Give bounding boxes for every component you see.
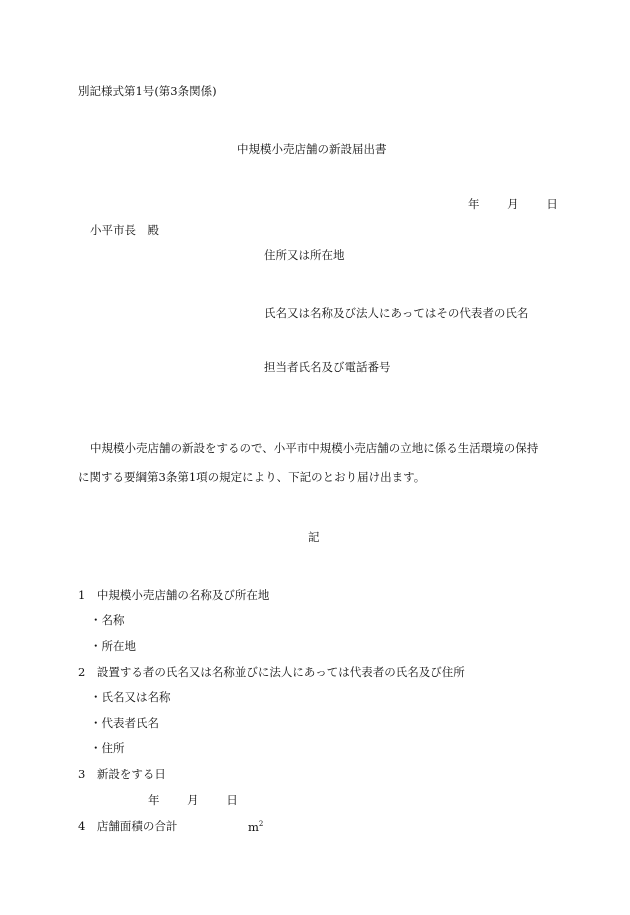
item-4-unit: [248, 821, 263, 834]
form-label: 別記様式第1号(第3条関係): [78, 84, 217, 98]
applicant-contact-label: 担当者氏名及び電話番号: [264, 360, 391, 374]
header-date-month: 月: [507, 197, 519, 211]
ki-heading: 記: [308, 530, 320, 544]
body-text-line-1: 中規模小売店舗の新設をするので、小平市中規模小売店舗の立地に係る生活環境の保持: [90, 441, 539, 455]
addressee: 小平市長 殿: [90, 223, 159, 237]
item-2-sub-address: ・住所: [90, 741, 125, 755]
item-2-sub-name: ・氏名又は名称: [90, 690, 171, 704]
item-1-title: 1 中規模小売店舗の名称及び所在地: [78, 588, 270, 602]
body-text-line-2: に関する要綱第3条第1項の規定により、下記のとおり届け出ます。: [78, 470, 426, 484]
item-3-date-day: 日: [226, 793, 238, 807]
header-date-day: 日: [546, 197, 558, 211]
applicant-address-label: 住所又は所在地: [264, 248, 345, 262]
header-date: [468, 199, 558, 211]
item-2-sub-representative: ・代表者氏名: [90, 716, 159, 730]
item-2-title: 2 設置する者の氏名又は名称並びに法人にあっては代表者の氏名及び住所: [78, 665, 465, 679]
applicant-name-label: 氏名又は名称及び法人にあってはその代表者の氏名: [264, 306, 529, 320]
item-3-date-month: 月: [187, 793, 199, 807]
document-title: 中規模小売店舗の新設届出書: [237, 142, 387, 156]
item-3-date-year: 年: [148, 793, 160, 807]
item-1-sub-name: ・名称: [90, 613, 125, 627]
item-3-date: [148, 795, 238, 807]
item-4-unit-base: m: [248, 820, 259, 834]
item-3-title: 3 新設をする日: [78, 767, 166, 781]
item-4-title: 4 店舗面積の合計: [78, 819, 178, 833]
item-4-unit-sup: 2: [258, 820, 264, 828]
header-date-year: 年: [468, 197, 480, 211]
item-1-sub-location: ・所在地: [90, 639, 136, 653]
